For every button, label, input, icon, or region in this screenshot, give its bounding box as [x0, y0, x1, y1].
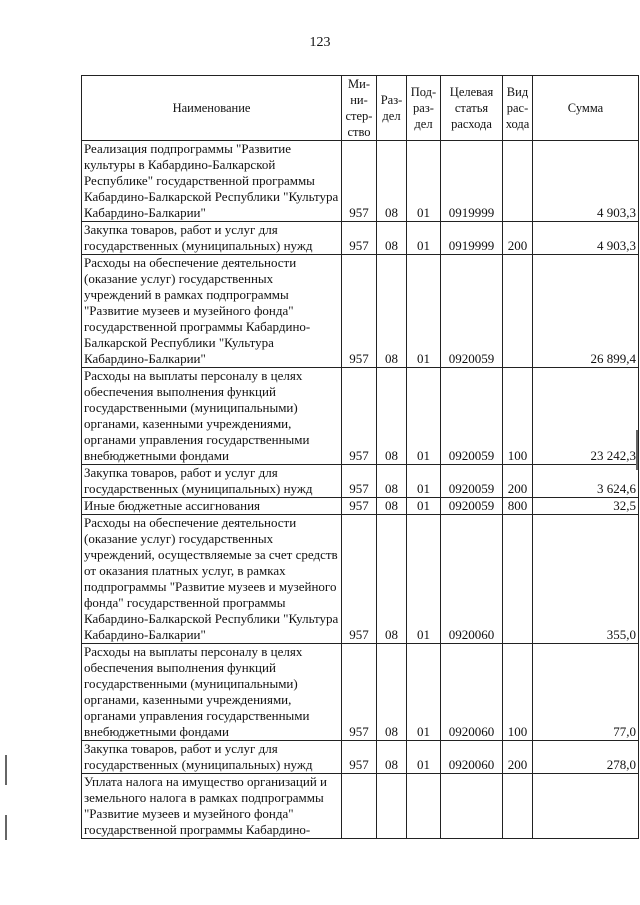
- row-target: 0919999: [441, 141, 503, 222]
- header-target: Целевая статья расхода: [441, 76, 503, 141]
- row-target: 0920059: [441, 465, 503, 498]
- row-section: 08: [377, 741, 407, 774]
- row-name: Закупка товаров, работ и услуг для государственных (муниципальных) нужд: [82, 465, 342, 498]
- row-name: Расходы на обеспечение деятельности (оказание услуг) государственных учреждений, осуществляемые за счет средств от оказания платных услуг, в рамках подпрограммы "Развитие музеев и музейного фонда" государственной программы Кабардино-Балкарской Республики "Культура Кабардино-Балкарии": [82, 515, 342, 644]
- row-ministry: 957: [342, 644, 377, 741]
- row-sum: 23 242,3: [533, 368, 639, 465]
- row-sum: 355,0: [533, 515, 639, 644]
- row-subsection: 01: [407, 255, 441, 368]
- table-row: [82, 141, 639, 222]
- header-ministry: Ми- ни- стер- ство: [342, 76, 377, 141]
- row-type: [503, 141, 533, 222]
- table-row: [82, 515, 639, 644]
- row-section: 08: [377, 368, 407, 465]
- row-name: Уплата налога на имущество организаций и земельного налога в рамках подпрограммы "Развитие музеев и музейного фонда" государственной программы Кабардино-: [82, 774, 342, 839]
- row-name: Расходы на обеспечение деятельности (оказание услуг) государственных учреждений в рамках подпрограммы "Развитие музеев и музейного фонда" государственной программы Кабардино-Балкарской Республики "Культура Кабардино-Балкарии": [82, 255, 342, 368]
- row-sum: 26 899,4: [533, 255, 639, 368]
- row-subsection: 01: [407, 465, 441, 498]
- table-row: [82, 498, 639, 515]
- row-ministry: 957: [342, 368, 377, 465]
- row-type: 100: [503, 368, 533, 465]
- row-section: 08: [377, 141, 407, 222]
- scan-edge-mark: [5, 755, 7, 785]
- row-target: 0920060: [441, 515, 503, 644]
- page-number: 123: [309, 35, 331, 50]
- header-type: Вид рас- хода: [503, 76, 533, 141]
- row-subsection: 01: [407, 644, 441, 741]
- row-sum: 4 903,3: [533, 141, 639, 222]
- row-ministry: 957: [342, 465, 377, 498]
- table-row: [82, 465, 639, 498]
- table-row: [82, 255, 639, 368]
- row-subsection: 01: [407, 222, 441, 255]
- row-ministry: 957: [342, 255, 377, 368]
- row-ministry: 957: [342, 741, 377, 774]
- table-row: [82, 774, 639, 839]
- header-subsection: Под- раз- дел: [407, 76, 441, 141]
- row-target: 0919999: [441, 222, 503, 255]
- row-sum: 3 624,6: [533, 465, 639, 498]
- row-type: 200: [503, 465, 533, 498]
- scan-edge-mark: [5, 815, 7, 840]
- row-sum: 278,0: [533, 741, 639, 774]
- row-type: 800: [503, 498, 533, 515]
- row-name: Расходы на выплаты персоналу в целях обеспечения выполнения функций государственными (муниципальными) органами, казенными учреждениями, органами управления государственными внебюджетными фондами: [82, 368, 342, 465]
- row-section: [377, 774, 407, 839]
- header-sum: Сумма: [533, 76, 639, 141]
- row-name: Иные бюджетные ассигнования: [82, 498, 342, 515]
- row-subsection: [407, 774, 441, 839]
- row-ministry: 957: [342, 141, 377, 222]
- row-ministry: 957: [342, 222, 377, 255]
- row-subsection: 01: [407, 741, 441, 774]
- table-row: [82, 368, 639, 465]
- row-type: 100: [503, 644, 533, 741]
- row-target: 0920059: [441, 255, 503, 368]
- header-section: Раз- дел: [377, 76, 407, 141]
- row-subsection: 01: [407, 515, 441, 644]
- row-sum: 77,0: [533, 644, 639, 741]
- table-row: [82, 741, 639, 774]
- row-target: 0920060: [441, 644, 503, 741]
- row-type: 200: [503, 741, 533, 774]
- table-row: [82, 222, 639, 255]
- row-name: Закупка товаров, работ и услуг для государственных (муниципальных) нужд: [82, 741, 342, 774]
- scan-edge-mark: [636, 430, 638, 470]
- row-section: 08: [377, 255, 407, 368]
- row-sum: 32,5: [533, 498, 639, 515]
- row-ministry: [342, 774, 377, 839]
- row-type: [503, 774, 533, 839]
- row-target: 0920060: [441, 741, 503, 774]
- row-type: [503, 255, 533, 368]
- row-type: [503, 515, 533, 644]
- row-subsection: 01: [407, 498, 441, 515]
- budget-table: [81, 75, 639, 839]
- row-target: [441, 774, 503, 839]
- row-subsection: 01: [407, 141, 441, 222]
- row-target: 0920059: [441, 368, 503, 465]
- row-ministry: 957: [342, 515, 377, 644]
- row-name: Реализация подпрограммы "Развитие культуры в Кабардино-Балкарской Республике" государственной программы Кабардино-Балкарской Республики "Культура Кабардино-Балкарии": [82, 141, 342, 222]
- row-section: 08: [377, 498, 407, 515]
- row-name: Закупка товаров, работ и услуг для государственных (муниципальных) нужд: [82, 222, 342, 255]
- row-sum: [533, 774, 639, 839]
- row-sum: 4 903,3: [533, 222, 639, 255]
- row-section: 08: [377, 644, 407, 741]
- row-ministry: 957: [342, 498, 377, 515]
- row-name: Расходы на выплаты персоналу в целях обеспечения выполнения функций государственными (муниципальными) органами, казенными учреждениями, органами управления государственными внебюджетными фондами: [82, 644, 342, 741]
- row-section: 08: [377, 515, 407, 644]
- row-section: 08: [377, 222, 407, 255]
- table-row: [82, 644, 639, 741]
- row-subsection: 01: [407, 368, 441, 465]
- table-header-row: [82, 76, 639, 141]
- row-section: 08: [377, 465, 407, 498]
- row-type: 200: [503, 222, 533, 255]
- row-target: 0920059: [441, 498, 503, 515]
- header-name: Наименование: [82, 76, 342, 141]
